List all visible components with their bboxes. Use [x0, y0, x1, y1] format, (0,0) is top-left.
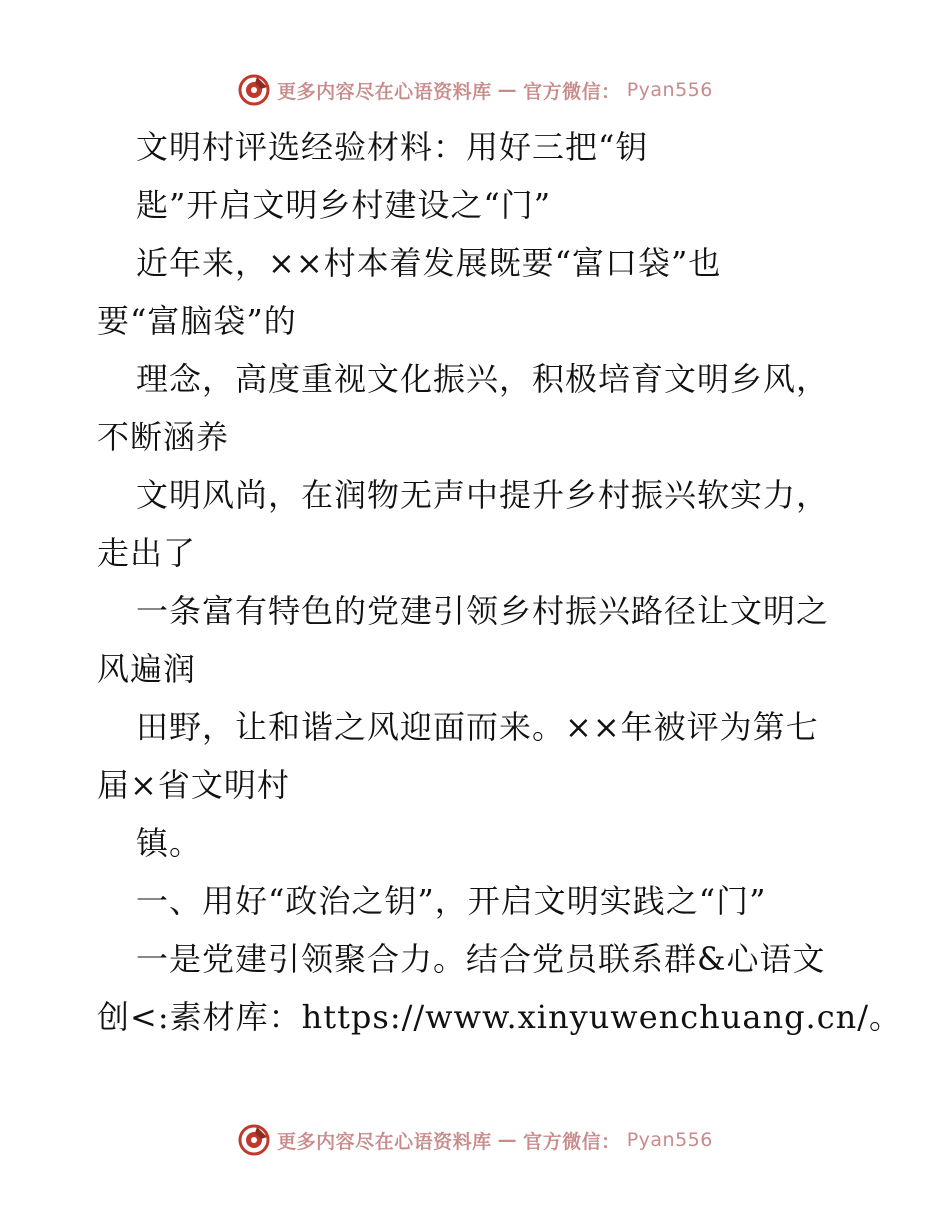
doc-line: 匙”开启文明乡村建设之“门”	[136, 186, 552, 224]
doc-line: 不断涵养	[97, 418, 230, 456]
doc-line: 文明风尚，在润物无声中提升乡村振兴软实力，	[136, 476, 830, 514]
pen-logo-icon	[237, 1123, 271, 1157]
doc-line: 创<:素材库：https://www.xinyuwenchuang.cn/。	[97, 998, 903, 1036]
watermark-id: Pyan556	[626, 79, 713, 101]
doc-line: 走出了	[97, 534, 197, 572]
doc-line: 近年来，××村本着发展既要“富口袋”也	[136, 244, 722, 282]
doc-line: 一、用好“政治之钥”，开启文明实践之“门”	[136, 882, 767, 920]
doc-line: 文明村评选经验材料：用好三把“钥	[136, 128, 649, 166]
watermark-sub-text: 官方微信：	[523, 1130, 621, 1153]
watermark-sub-text: 官方微信：	[523, 80, 621, 103]
doc-line: 镇。	[136, 824, 203, 862]
pen-logo-icon	[237, 73, 271, 107]
watermark-main-text: 更多内容尽在心语资料库	[277, 1130, 492, 1153]
watermark-dash: —	[497, 79, 518, 101]
watermark-id: Pyan556	[626, 1129, 713, 1151]
watermark-dash: —	[497, 1129, 518, 1151]
doc-line: 一条富有特色的党建引领乡村振兴路径让文明之	[136, 592, 830, 630]
document-body	[97, 118, 903, 1046]
doc-line: 届×省文明村	[97, 766, 290, 804]
doc-line: 要“富脑袋”的	[97, 302, 297, 340]
doc-line: 田野，让和谐之风迎面而来。××年被评为第七	[136, 708, 819, 746]
header-watermark	[0, 70, 950, 110]
footer-watermark	[0, 1120, 950, 1160]
doc-line: 理念，高度重视文化振兴，积极培育文明乡风，	[136, 360, 830, 398]
doc-line: 一是党建引领聚合力。结合党员联系群&心语文	[136, 940, 826, 978]
doc-line: 风遍润	[97, 650, 197, 688]
watermark-main-text: 更多内容尽在心语资料库	[277, 80, 492, 103]
